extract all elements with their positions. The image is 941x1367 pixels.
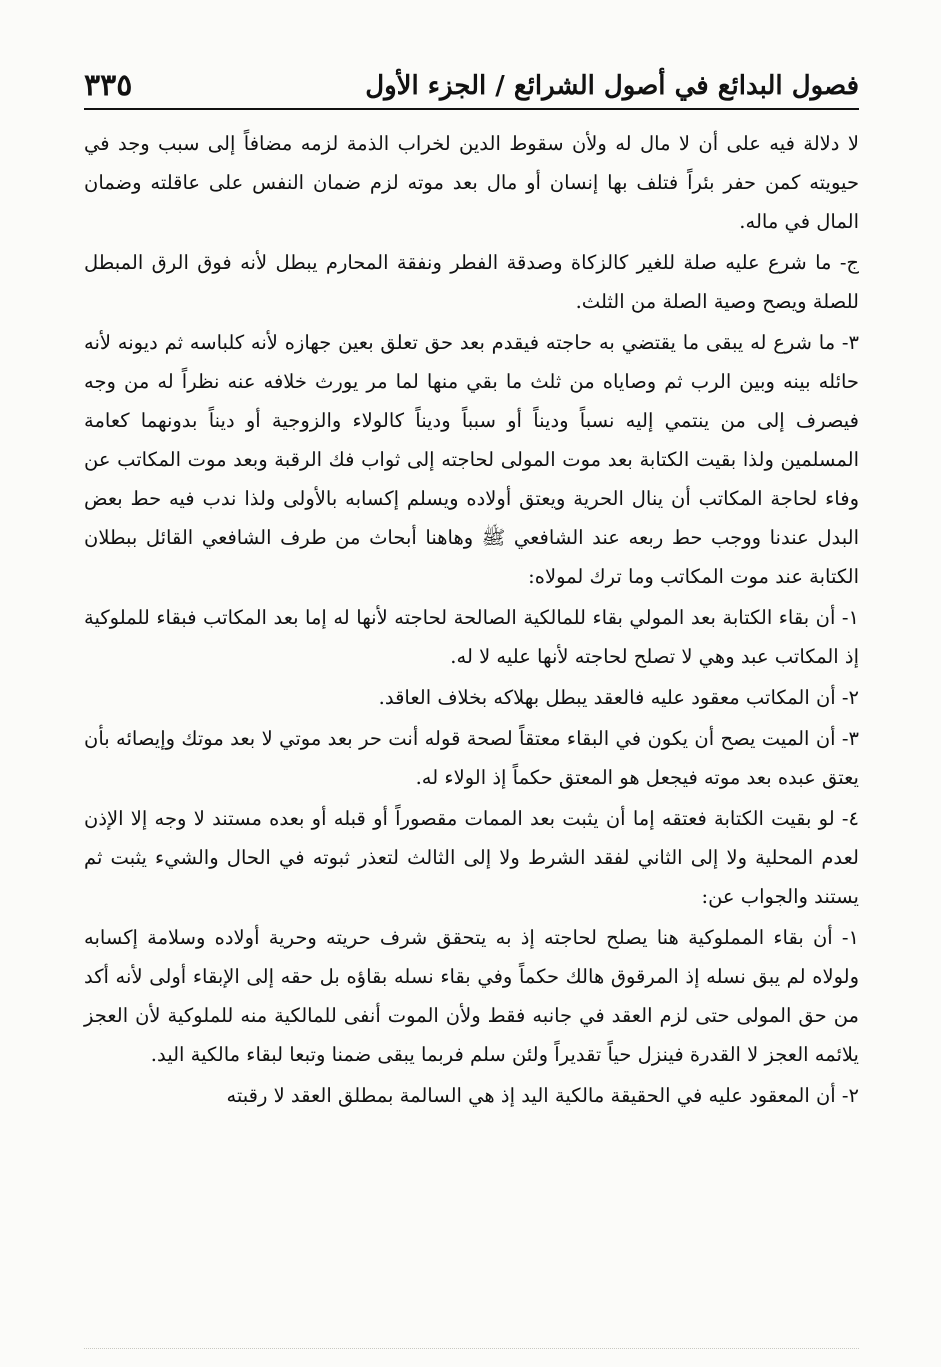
paragraph-9: ٢- أن المعقود عليه في الحقيقة مالكية اليد إذ هي السالمة بمطلق العقد لا رقبته — [226, 1084, 859, 1107]
paragraph-8: ١- أن بقاء المملوكية هنا يصلح لحاجته إذ به يتحقق شرف حريته وحرية أولاده وسلامة إكسابه ولولاه لم يبق نسله إذ المرقوق هالك حكماً وفي بقاء نسله بقاؤه بل حقه إلى الإبقاء أولى لأنه أكد من حق المولى حتى لزم العقد في جانبه فقط ولأن الموت أنفى للمالكية منه للملوكية لأن العجز يلائمه العجز لا القدرة فينزل حياً تقديراً ولئن سلم فربما يبقى ضمنا وتبعا لبقاء مالكية اليد. — [84, 926, 859, 1066]
page-number: ٣٣٥ — [84, 68, 133, 103]
paragraph-7: ٤- لو بقيت الكتابة فعتقه إما أن يثبت بعد الممات مقصوراً أو قبله أو بعده مستند لا وجه إلا الإذن لعدم المحلية ولا إلى الثاني لفقد الشرط ولا إلى الثالث لتعذر ثبوته في الحال والشيء يثبت ثم يستند والجواب عن: — [84, 807, 859, 908]
paragraph-6: ٣- أن الميت يصح أن يكون في البقاء معتقاً لصحة قوله أنت حر بعد موتي لا بعد موتك وإيصائه بأن يعتق عبده بعد موته فيجعل هو المعتق حكماً إذ الولاء له. — [84, 727, 859, 789]
paragraph-1: لا دلالة فيه على أن لا مال له ولأن سقوط الدين لخراب الذمة لزمه مضافاً إلى سبب وجد في حيويته كمن حفر بئراً فتلف بها إنسان أو مال بعد موته لزم ضمان النفس على عاقلته وضمان المال في ماله. — [84, 132, 859, 233]
paragraph-5: ٢- أن المكاتب معقود عليه فالعقد يبطل بهلاكه بخلاف العاقد. — [378, 686, 859, 709]
running-title: فصول البدائع في أصول الشرائع / الجزء الأول — [365, 71, 859, 101]
running-header — [84, 58, 859, 110]
paragraph-4: ١- أن بقاء الكتابة بعد المولي بقاء للمالكية الصالحة لحاجته لأنها له إما بعد المكاتب فبقاء للملوكية إذ المكاتب عبد وهي لا تصلح لحاجته لأنها عليه لا له. — [84, 606, 859, 668]
body-text — [84, 124, 859, 1115]
paragraph-2: ج- ما شرع عليه صلة للغير كالزكاة وصدقة الفطر ونفقة المحارم يبطل لأنه فوق الرق المبطل للصلة ويصح وصية الصلة من الثلث. — [84, 251, 859, 313]
scan-edge-divider — [84, 1347, 859, 1349]
paragraph-3: ٣- ما شرع له يبقى ما يقتضي به حاجته فيقدم بعد حق تعلق بعين جهازه لأنه كلباسه ثم ديونه لأنه حائله بينه وبين الرب ثم وصاياه من ثلث ما بقي منها لما مر يورث خلافه عنه نظراً له من وجه فيصرف إلى من ينتمي إليه نسباً وديناً أو سبباً وديناً كالولاء والزوجية أو ديناً بدونهما كعامة المسلمين ولذا بقيت الكتابة بعد موت المولى لحاجته إلى ثواب فك الرقبة وبعد موت المكاتب عن وفاء لحاجة المكاتب أن ينال الحرية ويعتق أولاده ويسلم إكسابه بالأولى ولذا ندب فيه حط بعض البدل عندنا ووجب حط ربعه عند الشافعي ﷺ وهاهنا أبحاث من طرف الشافعي القائل ببطلان الكتابة عند موت المكاتب وما ترك لمولاه: — [84, 331, 859, 588]
